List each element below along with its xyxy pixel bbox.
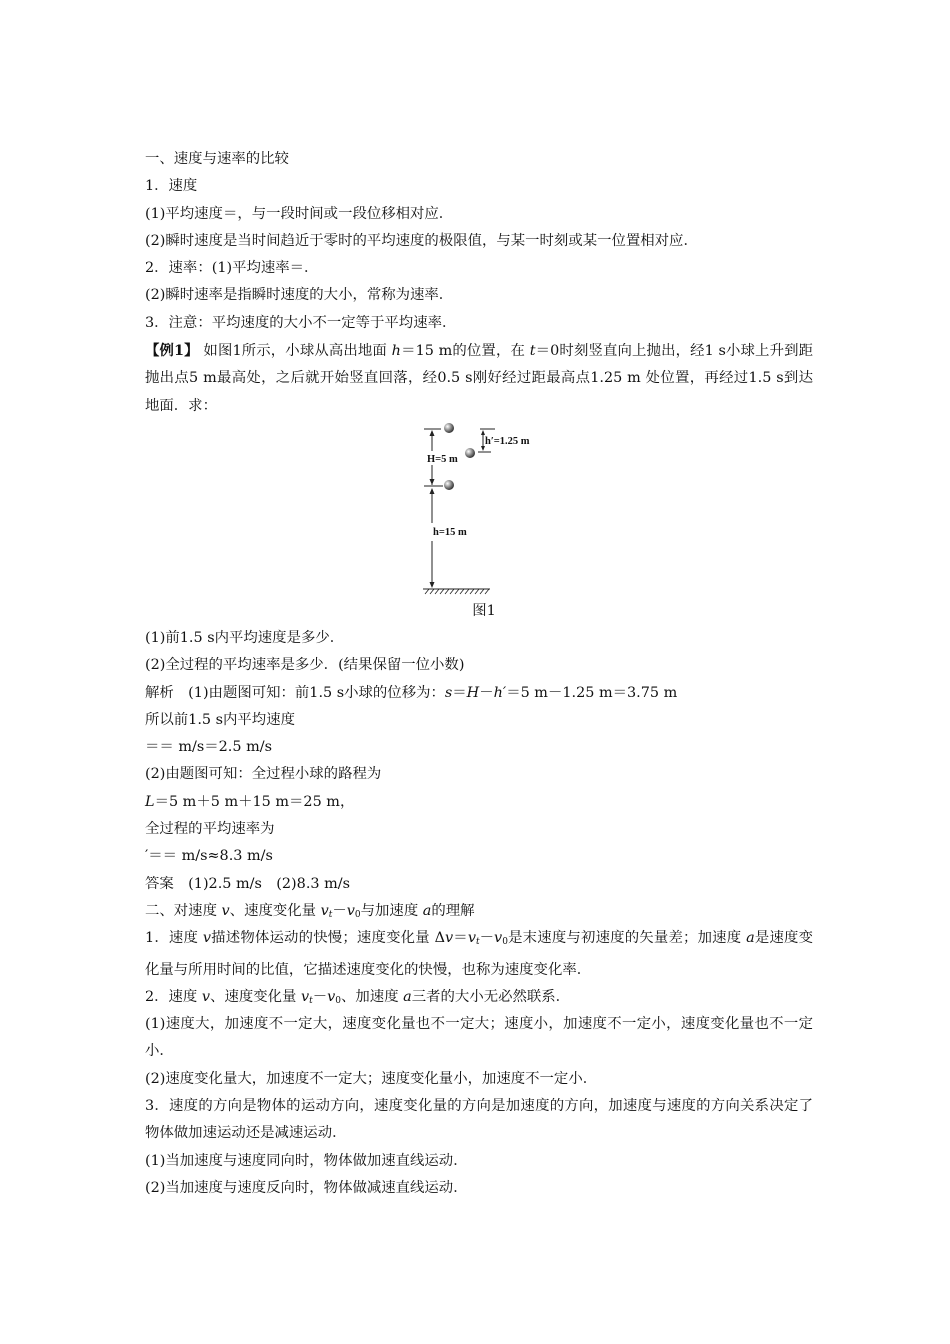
ball-trajectory-diagram bbox=[423, 423, 543, 595]
document-page bbox=[145, 146, 813, 1202]
solution-line-5: L＝5 m＋5 m＋15 m＝25 m， bbox=[145, 793, 355, 810]
section1-item1b: (2)瞬时速度是当时间趋近于零时的平均速度的极限值，与某一时刻或某一位置相对应． bbox=[145, 232, 698, 249]
label-hprime: h′=1.25 m bbox=[485, 435, 530, 447]
section1-item1: 1．速度 bbox=[145, 178, 198, 195]
section2-item2b: (2)速度变化量大，加速度不一定大；速度变化量小，加速度不一定小． bbox=[145, 1070, 598, 1087]
solution-line-7: ′＝＝ m/s≈8.3 m/s bbox=[145, 848, 273, 865]
section2-item3b: (2)当加速度与速度反向时，物体做减速直线运动． bbox=[145, 1179, 468, 1196]
figure-caption: 图1 bbox=[472, 602, 496, 619]
question-1: (1)前1.5 s内平均速度是多少． bbox=[145, 629, 345, 646]
ball-launch bbox=[444, 480, 454, 490]
section1-item2b: (2)瞬时速率是指瞬时速度的大小，常称为速率． bbox=[145, 287, 454, 304]
figure-1 bbox=[145, 420, 813, 598]
answer-line: 答案 (1)2.5 m/s (2)8.3 m/s bbox=[145, 875, 351, 892]
example1-statement: 【例1】 如图1所示，小球从高出地面 h＝15 m的位置，在 t＝0时刻竖直向上抛出，经1 s小球上升到距抛出点5 m最高处，之后就开始竖直回落，经0.5 s刚好经过距最高点1.25 m 处位置，再经过1.5 s到达地面．求： bbox=[145, 342, 814, 414]
section2-item3a: (1)当加速度与速度同向时，物体做加速直线运动． bbox=[145, 1152, 468, 1169]
section2-item3: 3．速度的方向是物体的运动方向，速度变化量的方向是加速度的方向，加速度与速度的方向关系决定了物体做加速运动还是减速运动． bbox=[145, 1098, 813, 1142]
label-H: H=5 m bbox=[427, 453, 458, 465]
ball-top bbox=[444, 423, 454, 433]
section2-item2a: (1)速度大，加速度不一定大，速度变化量也不一定大；速度小，加速度不一定小，速度变化量也不一定小． bbox=[145, 1016, 813, 1060]
solution-line-1: 解析 (1)由题图可知：前1.5 s小球的位移为：s＝H－h′＝5 m－1.25 m＝3.75 m bbox=[145, 684, 678, 701]
solution-line-4: (2)由题图可知：全过程小球的路程为 bbox=[145, 766, 382, 783]
solution-line-3: ＝＝ m/s＝2.5 m/s bbox=[145, 739, 272, 756]
section2-item1: 1．速度 v描述物体运动的快慢；速度变化量 $\Delta v=v_t-v_0$是末速度与初速度的矢量差；加速度 a是速度变化量与所用时间的比值，它描述速度变化的快慢，也称为速度变化率． bbox=[145, 930, 813, 978]
section1-item2: 2．速率：(1)平均速率＝． bbox=[145, 260, 319, 277]
label-h: h=15 m bbox=[433, 526, 467, 538]
section1-heading: 一、速度与速率的比较 bbox=[145, 151, 289, 167]
section2-heading: 二、对速度 v、速度变化量 $v_t-v_0$与加速度 a的理解 bbox=[145, 902, 475, 920]
question-2: (2)全过程的平均速率是多少．(结果保留一位小数) bbox=[145, 657, 465, 674]
section1-item1a: (1)平均速度＝，与一段时间或一段位移相对应． bbox=[145, 205, 454, 222]
ball-falling bbox=[465, 448, 475, 458]
solution-line-2: 所以前1.5 s内平均速度 bbox=[145, 711, 295, 728]
ground-hatch bbox=[425, 589, 489, 594]
section1-item3: 3．注意：平均速度的大小不一定等于平均速率． bbox=[145, 314, 457, 331]
example-tag: 【例1】 bbox=[145, 342, 199, 360]
solution-line-6: 全过程的平均速率为 bbox=[145, 821, 275, 838]
section2-item2: 2．速度 v、速度变化量 $v_t-v_0$、加速度 a三者的大小无必然联系． bbox=[145, 988, 571, 1006]
